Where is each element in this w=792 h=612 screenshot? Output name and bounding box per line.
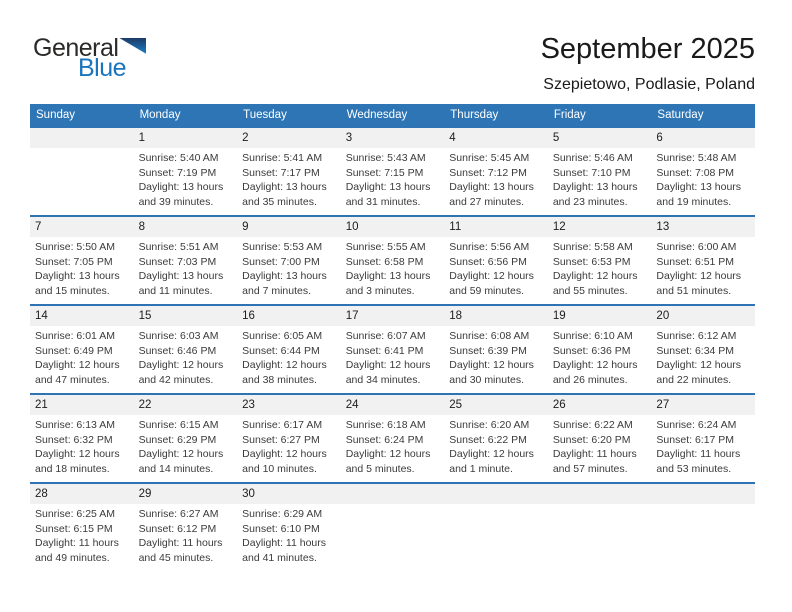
day-number: 29 (138, 488, 152, 500)
detail-line: Sunset: 6:12 PM (138, 522, 217, 535)
day-details (30, 326, 134, 393)
day-number: 14 (35, 310, 48, 322)
detail-line: and 10 minutes. (242, 462, 317, 475)
detail-line: and 45 minutes. (138, 551, 214, 564)
detail-line: Daylight: 11 hours (138, 537, 223, 550)
empty-cell (444, 504, 548, 571)
detail-line: and 7 minutes. (242, 284, 312, 297)
day-number: 11 (449, 221, 462, 233)
detail-line: and 47 minutes. (35, 373, 110, 386)
detail-line: Sunrise: 6:15 AM (138, 419, 219, 431)
weekday-header-thursday: Thursday (450, 109, 499, 121)
day-number-band (30, 395, 755, 415)
detail-line: and 26 minutes. (552, 373, 628, 386)
week-body (30, 415, 755, 482)
day-details (341, 326, 445, 393)
day-number: 22 (138, 399, 152, 411)
day-number: 28 (35, 488, 48, 500)
detail-line: Sunset: 6:44 PM (242, 344, 320, 357)
weekday-header-wednesday: Wednesday (346, 109, 408, 121)
detail-line: Daylight: 13 hours (656, 181, 742, 194)
detail-line: Daylight: 12 hours (138, 448, 224, 461)
day-number-band (30, 306, 755, 326)
detail-line: Sunrise: 6:27 AM (138, 508, 219, 520)
detail-line: Daylight: 13 hours (138, 181, 224, 194)
detail-line: Sunrise: 6:25 AM (35, 508, 115, 520)
detail-line: Sunset: 6:39 PM (449, 344, 527, 357)
detail-line: Sunset: 7:10 PM (552, 166, 631, 179)
detail-line: Daylight: 12 hours (449, 448, 534, 461)
day-number: 13 (656, 221, 670, 233)
week-row (30, 126, 755, 215)
day-number: 15 (138, 310, 152, 322)
day-details (341, 148, 445, 215)
day-details (134, 415, 238, 482)
detail-line: Sunset: 6:49 PM (35, 344, 113, 357)
day-details (134, 326, 238, 393)
detail-line: Daylight: 12 hours (449, 270, 534, 283)
week-body (30, 237, 755, 304)
detail-line: and 53 minutes. (656, 462, 732, 475)
detail-line: Sunset: 6:56 PM (449, 255, 527, 268)
detail-line: and 23 minutes. (552, 195, 628, 208)
detail-line: and 30 minutes. (449, 373, 524, 386)
detail-line: Daylight: 12 hours (345, 448, 431, 461)
week-row (30, 215, 755, 304)
day-details (548, 237, 652, 304)
detail-line: Sunset: 7:03 PM (138, 255, 217, 268)
detail-line: and 42 minutes. (138, 373, 214, 386)
day-details (237, 504, 341, 571)
detail-line: Sunrise: 6:24 AM (656, 419, 737, 431)
day-details (444, 326, 548, 393)
detail-line: and 57 minutes. (552, 462, 628, 475)
day-details (651, 326, 755, 393)
logo-text-blue: Blue (78, 54, 127, 82)
detail-line: Sunset: 7:05 PM (35, 255, 113, 268)
detail-line: Sunset: 6:27 PM (242, 433, 320, 446)
day-number: 26 (552, 399, 566, 411)
detail-line: Sunset: 6:24 PM (345, 433, 424, 446)
detail-line: and 31 minutes. (345, 195, 421, 208)
day-details (30, 415, 134, 482)
detail-line: Daylight: 12 hours (345, 359, 431, 372)
detail-line: and 18 minutes. (35, 462, 110, 475)
day-number: 18 (449, 310, 463, 322)
detail-line: Sunrise: 6:29 AM (242, 508, 323, 520)
detail-line: Sunset: 7:15 PM (345, 166, 424, 179)
detail-line: Daylight: 13 hours (449, 181, 534, 194)
empty-day-number (341, 484, 445, 504)
detail-line: Daylight: 13 hours (242, 181, 327, 194)
detail-line: Sunrise: 5:41 AM (242, 152, 323, 164)
detail-line: and 59 minutes. (449, 284, 524, 297)
detail-line: Sunrise: 6:05 AM (242, 330, 323, 342)
detail-line: Daylight: 13 hours (138, 270, 224, 283)
general-blue-logo (33, 36, 146, 81)
day-details (651, 415, 755, 482)
detail-line: Sunrise: 6:08 AM (449, 330, 530, 342)
detail-line: Sunrise: 6:20 AM (449, 419, 530, 431)
detail-line: and 51 minutes. (656, 284, 732, 297)
day-details (30, 237, 134, 304)
detail-line: Sunset: 7:17 PM (242, 166, 320, 179)
day-number: 3 (345, 132, 353, 144)
detail-line: Sunset: 6:46 PM (138, 344, 217, 357)
location-subtitle: Szepietowo, Podlasie, Poland (543, 76, 755, 93)
day-details (651, 237, 755, 304)
detail-line: Sunset: 6:36 PM (552, 344, 631, 357)
empty-cell (30, 148, 134, 215)
day-number: 24 (345, 399, 359, 411)
day-number: 16 (242, 310, 255, 322)
page-title: September 2025 (540, 33, 755, 65)
day-number: 2 (242, 132, 249, 144)
day-number: 23 (242, 399, 255, 411)
weekday-header-row (30, 104, 755, 126)
empty-day-number (651, 484, 755, 504)
detail-line: Sunset: 6:32 PM (35, 433, 113, 446)
detail-line: and 27 minutes. (449, 195, 524, 208)
detail-line: and 55 minutes. (552, 284, 628, 297)
empty-day-number (30, 128, 134, 148)
detail-line: Sunset: 6:58 PM (345, 255, 424, 268)
week-body (30, 326, 755, 393)
detail-line: Sunset: 6:34 PM (656, 344, 735, 357)
week-row (30, 482, 755, 571)
detail-line: and 5 minutes. (345, 462, 415, 475)
detail-line: Daylight: 13 hours (242, 270, 327, 283)
day-details (237, 237, 341, 304)
title-block (541, 33, 755, 94)
empty-day-number (548, 484, 652, 504)
weekday-header-tuesday: Tuesday (243, 109, 287, 121)
detail-line: and 39 minutes. (138, 195, 214, 208)
day-number: 7 (35, 221, 42, 233)
weekday-header-monday: Monday (139, 109, 181, 121)
detail-line: Sunset: 6:20 PM (552, 433, 631, 446)
day-number-band (30, 217, 755, 237)
day-number: 20 (656, 310, 670, 322)
day-number: 21 (35, 399, 48, 411)
detail-line: Sunrise: 5:51 AM (138, 241, 219, 253)
day-number: 19 (552, 310, 566, 322)
week-body (30, 504, 755, 571)
detail-line: Sunset: 6:53 PM (552, 255, 631, 268)
detail-line: Daylight: 12 hours (552, 270, 638, 283)
detail-line: and 3 minutes. (345, 284, 415, 297)
detail-line: Sunrise: 6:17 AM (242, 419, 323, 431)
detail-line: Sunset: 6:17 PM (656, 433, 735, 446)
day-details (237, 326, 341, 393)
detail-line: Sunrise: 6:00 AM (656, 241, 737, 253)
day-details (444, 415, 548, 482)
empty-cell (548, 504, 652, 571)
detail-line: Sunrise: 5:53 AM (242, 241, 323, 253)
detail-line: Daylight: 13 hours (345, 270, 431, 283)
detail-line: and 15 minutes. (35, 284, 110, 297)
detail-line: Daylight: 12 hours (242, 359, 327, 372)
detail-line: Daylight: 12 hours (138, 359, 224, 372)
detail-line: Sunset: 7:19 PM (138, 166, 217, 179)
day-details (237, 415, 341, 482)
detail-line: and 22 minutes. (656, 373, 732, 386)
detail-line: Sunrise: 5:56 AM (449, 241, 530, 253)
detail-line: and 11 minutes. (138, 284, 213, 297)
detail-line: Sunrise: 6:01 AM (35, 330, 115, 342)
detail-line: and 38 minutes. (242, 373, 317, 386)
detail-line: Sunrise: 5:45 AM (449, 152, 530, 164)
detail-line: Sunrise: 5:55 AM (345, 241, 426, 253)
day-number: 27 (656, 399, 670, 411)
day-number: 5 (552, 132, 560, 144)
day-details (651, 148, 755, 215)
day-details (444, 237, 548, 304)
weekday-header-sunday: Sunday (36, 109, 76, 121)
day-number: 30 (242, 488, 255, 500)
detail-line: and 19 minutes. (656, 195, 732, 208)
detail-line: Sunrise: 5:48 AM (656, 152, 737, 164)
detail-line: Sunrise: 6:10 AM (552, 330, 633, 342)
detail-line: Sunset: 6:15 PM (35, 522, 113, 535)
detail-line: Sunset: 6:10 PM (242, 522, 320, 535)
detail-line: Daylight: 11 hours (552, 448, 637, 461)
empty-cell (651, 504, 755, 571)
day-number-band (30, 484, 755, 504)
day-details (341, 237, 445, 304)
day-details (30, 504, 134, 571)
week-row (30, 393, 755, 482)
weekday-header-friday: Friday (553, 109, 586, 121)
day-details (237, 148, 341, 215)
detail-line: Sunrise: 5:40 AM (138, 152, 219, 164)
day-details (444, 148, 548, 215)
detail-line: Daylight: 11 hours (242, 537, 326, 550)
detail-line: Sunset: 6:41 PM (345, 344, 424, 357)
detail-line: Daylight: 11 hours (35, 537, 119, 550)
detail-line: and 1 minute. (449, 462, 513, 475)
detail-line: Sunset: 7:08 PM (656, 166, 735, 179)
calendar-table (30, 104, 755, 571)
detail-line: Sunrise: 6:07 AM (345, 330, 426, 342)
detail-line: Sunset: 7:00 PM (242, 255, 320, 268)
detail-line: Sunset: 6:29 PM (138, 433, 217, 446)
day-number: 6 (656, 132, 663, 144)
weeks-container (30, 126, 755, 571)
day-details (134, 237, 238, 304)
day-details (548, 415, 652, 482)
detail-line: and 41 minutes. (242, 551, 317, 564)
detail-line: Daylight: 13 hours (35, 270, 120, 283)
day-number: 25 (449, 399, 463, 411)
detail-line: Daylight: 12 hours (552, 359, 638, 372)
detail-line: Daylight: 11 hours (656, 448, 741, 461)
detail-line: Daylight: 12 hours (35, 359, 120, 372)
detail-line: and 34 minutes. (345, 373, 421, 386)
detail-line: Daylight: 12 hours (35, 448, 120, 461)
day-details (341, 415, 445, 482)
day-number: 9 (242, 221, 249, 233)
detail-line: Sunset: 6:22 PM (449, 433, 527, 446)
day-number: 1 (138, 132, 145, 144)
detail-line: Daylight: 12 hours (656, 270, 742, 283)
detail-line: Daylight: 12 hours (242, 448, 327, 461)
detail-line: Daylight: 13 hours (552, 181, 638, 194)
detail-line: Sunrise: 6:03 AM (138, 330, 219, 342)
detail-line: and 35 minutes. (242, 195, 317, 208)
day-number-band (30, 128, 755, 148)
detail-line: Sunrise: 6:22 AM (552, 419, 633, 431)
detail-line: Sunset: 7:12 PM (449, 166, 527, 179)
day-details (548, 148, 652, 215)
day-details (134, 148, 238, 215)
empty-day-number (444, 484, 548, 504)
day-number: 4 (449, 132, 456, 144)
detail-line: Sunrise: 6:13 AM (35, 419, 115, 431)
detail-line: Sunrise: 6:18 AM (345, 419, 426, 431)
detail-line: Sunrise: 5:43 AM (345, 152, 426, 164)
detail-line: and 14 minutes. (138, 462, 214, 475)
weekday-header-saturday: Saturday (657, 109, 704, 121)
detail-line: Sunset: 6:51 PM (656, 255, 735, 268)
day-details (134, 504, 238, 571)
detail-line: Sunrise: 5:50 AM (35, 241, 115, 253)
blue-triangle-icon (119, 38, 146, 54)
day-number: 8 (138, 221, 145, 233)
day-number: 12 (552, 221, 566, 233)
day-number: 10 (345, 221, 359, 233)
detail-line: and 49 minutes. (35, 551, 110, 564)
logo-text-general: General (33, 34, 119, 62)
day-details (548, 326, 652, 393)
week-row (30, 304, 755, 393)
day-number: 17 (345, 310, 359, 322)
detail-line: Daylight: 13 hours (345, 181, 431, 194)
detail-line: Daylight: 12 hours (449, 359, 534, 372)
detail-line: Sunrise: 5:58 AM (552, 241, 633, 253)
detail-line: Daylight: 12 hours (656, 359, 742, 372)
detail-line: Sunrise: 6:12 AM (656, 330, 737, 342)
week-body (30, 148, 755, 215)
empty-cell (341, 504, 445, 571)
detail-line: Sunrise: 5:46 AM (552, 152, 633, 164)
